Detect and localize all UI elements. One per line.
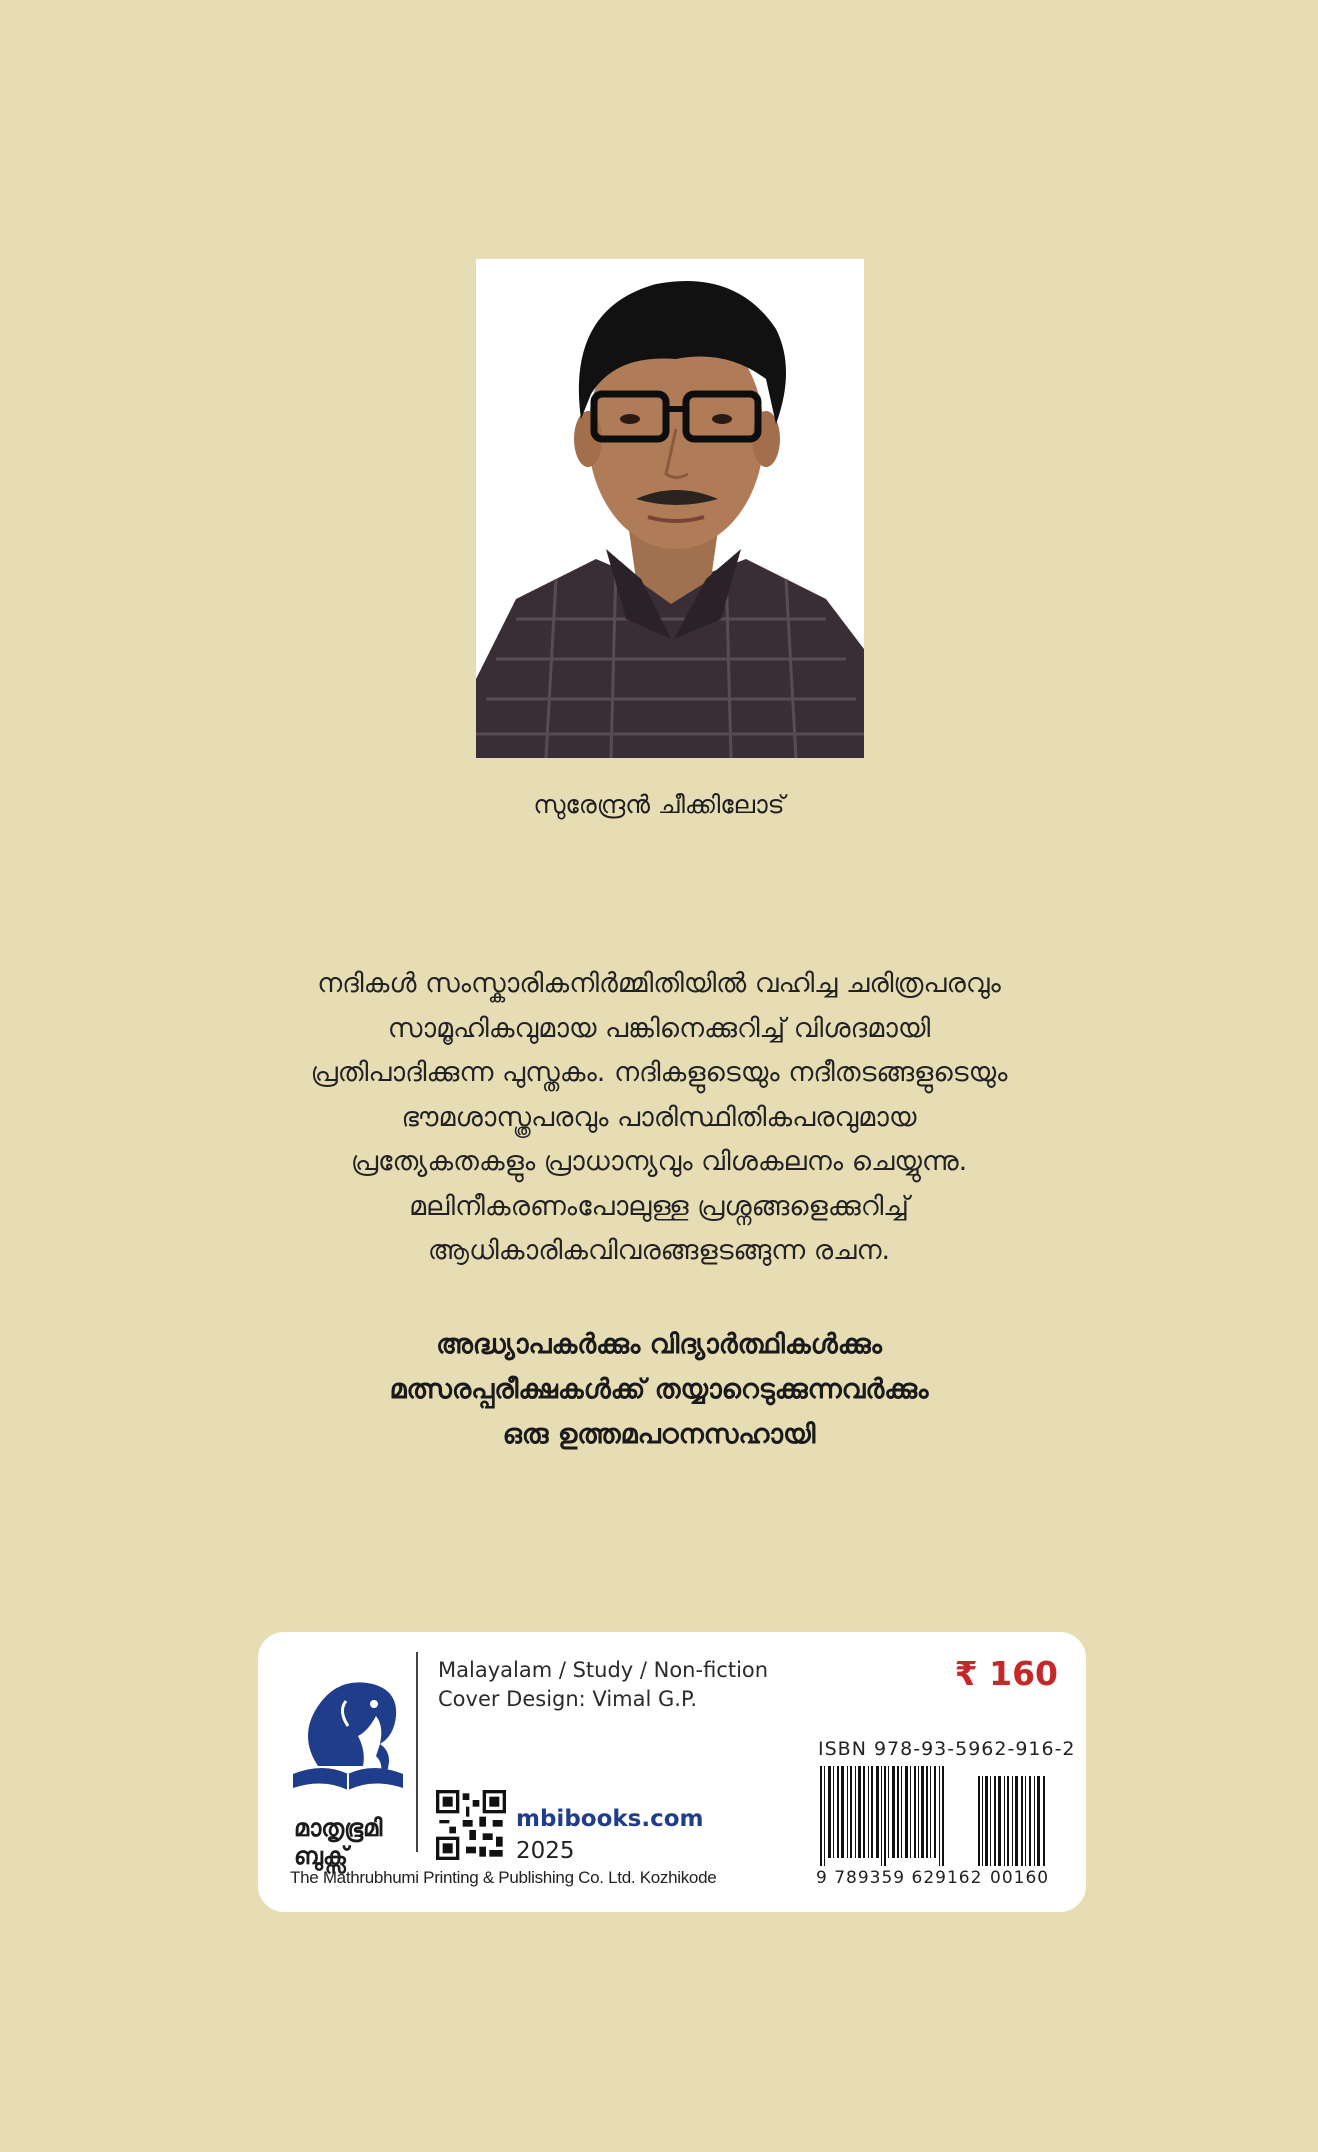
publisher-company: The Mathrubhumi Printing & Publishing Co. Ltd. Kozhikode [290, 1868, 717, 1887]
author-portrait-image [476, 259, 864, 758]
description-line: ആധികാരികവിവരങ്ങളടങ്ങുന്ന രചന. [427, 1235, 891, 1266]
description-line: സാമൂഹികവുമായ പങ്കിനെക്കുറിച്ച് വിശദമായി [387, 1012, 931, 1044]
book-description [150, 962, 1168, 1274]
publisher-info-box [258, 1632, 1086, 1912]
barcode-number: 9 789359 629162 [816, 1868, 983, 1888]
description-line: മലിനീകരണംപോലുള്ള പ്രശ്നങ്ങളെക്കുറിച്ച് [409, 1190, 909, 1222]
tagline-line: ഒരു ഉത്തമപഠനസഹായി [502, 1419, 816, 1450]
book-tagline [150, 1322, 1168, 1457]
book-category: Malayalam / Study / Non-fiction [438, 1658, 769, 1682]
publisher-logo [288, 1656, 408, 1886]
author-photo [476, 259, 864, 758]
barcode-addon-number: 00160 [990, 1868, 1050, 1888]
isbn-text: ISBN 978-93-5962-916-2 [818, 1738, 1076, 1760]
tagline-line: അദ്ധ്യാപകർക്കും വിദ്യാർത്ഥികൾക്കും [436, 1329, 882, 1360]
author-name: സുരേന്ദ്രൻ ചീക്കിലോട് [533, 790, 785, 819]
publication-year: 2025 [516, 1838, 575, 1864]
description-line: പ്രതിപാദിക്കുന്ന പുസ്തകം. നദികളുടെയും നദീതടങ്ങളുടെയും [310, 1057, 1008, 1088]
description-line: ഭൗമശാസ്ത്രപരവും പാരിസ്ഥിതികപരവുമായ [401, 1101, 917, 1133]
description-line: പ്രത്യേകതകളും പ്രാധാന്യവും വിശകലനം ചെയ്യുന്നു. [350, 1146, 968, 1177]
qr-code-icon [436, 1790, 506, 1860]
divider [416, 1652, 418, 1852]
elephant-reading-book-icon [288, 1656, 408, 1806]
tagline-line: മത്സരപ്പരീക്ഷകൾക്ക് തയ്യാറെടുക്കുന്നവർക്കും [389, 1374, 929, 1405]
barcode-icon [818, 1766, 1060, 1866]
cover-design-credit: Cover Design: Vimal G.P. [438, 1687, 698, 1711]
book-meta [438, 1656, 768, 1714]
logo-line-1: മാതൃഭൂമി [294, 1814, 383, 1842]
logo-line-2: ബുക്സ് [294, 1842, 348, 1870]
book-price: ₹ 160 [954, 1654, 1058, 1693]
publisher-logo-text [294, 1814, 404, 1870]
description-line: നദികൾ സംസ്കാരികനിർമ്മിതിയിൽ വഹിച്ച ചരിത്രപരവും [317, 968, 1001, 999]
publisher-website-link[interactable]: mbibooks.com [516, 1806, 704, 1832]
